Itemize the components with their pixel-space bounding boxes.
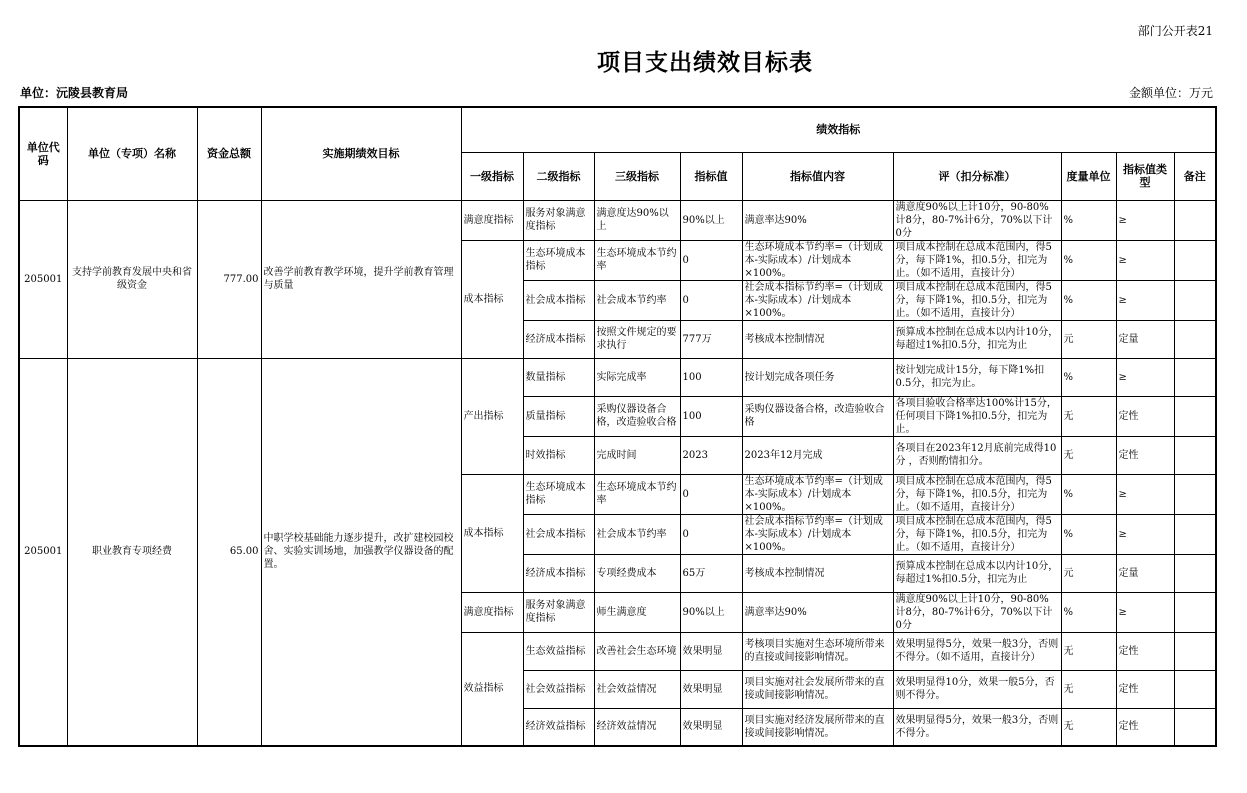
unit-label: 单位：沅陵县教育局 — [20, 86, 129, 100]
header-indicators: 绩效指标 — [461, 107, 1216, 152]
scoring-standard-text: 项目成本控制在总成本范围内，得5分，每下降1%，扣0.5分，扣完为止。（如不适用，直接计分） — [895, 281, 1052, 319]
value-type-text: 定量 — [1118, 567, 1139, 579]
indicator-value-text: 100 — [682, 371, 702, 383]
header-total-funds: 资金总额 — [197, 107, 261, 200]
level3-indicator-text: 满意度达90%以上 — [596, 208, 669, 232]
indicator-content — [742, 632, 893, 670]
value-type-text: ≥ — [1118, 214, 1127, 226]
level2-indicator — [523, 632, 594, 670]
indicator-content — [742, 708, 893, 746]
scoring-standard — [893, 708, 1061, 746]
measure-unit-text: 无 — [1063, 449, 1074, 461]
level3-indicator — [594, 708, 680, 746]
header-level2: 二级指标 — [523, 152, 594, 200]
level2-indicator — [523, 396, 594, 436]
scoring-standard — [893, 632, 1061, 670]
measure-unit-text: 无 — [1063, 645, 1074, 657]
header-value-type: 指标值类型 — [1116, 152, 1174, 200]
value-type — [1116, 474, 1174, 514]
level3-indicator — [594, 474, 680, 514]
value-type-text: 定性 — [1118, 449, 1139, 461]
indicator-value — [680, 436, 742, 474]
value-type — [1116, 554, 1174, 592]
measure-unit — [1061, 592, 1116, 632]
level2-indicator — [523, 320, 594, 358]
level1-indicator-text: 满意度指标 — [463, 606, 514, 618]
level2-indicator-text: 时效指标 — [525, 449, 566, 461]
unit-code — [19, 358, 67, 746]
measure-unit-text: 无 — [1063, 683, 1074, 695]
measure-unit — [1061, 670, 1116, 708]
table-row — [19, 358, 1216, 396]
level2-indicator-text: 经济效益指标 — [525, 721, 586, 733]
measure-unit — [1061, 280, 1116, 320]
remark — [1174, 436, 1216, 474]
indicator-content — [742, 320, 893, 358]
money-unit-label: 金额单位：万元 — [1128, 86, 1213, 100]
indicator-content — [742, 436, 893, 474]
level3-indicator — [594, 320, 680, 358]
value-type-text: 定性 — [1118, 721, 1139, 733]
level1-indicator — [461, 240, 523, 358]
measure-unit-text: 无 — [1063, 721, 1074, 733]
indicator-value-text: 0 — [682, 488, 689, 500]
scoring-standard-text: 满意度90%以上计10分，90-80%计8分，80-7%计6分，70%以下计0分 — [895, 201, 1053, 239]
unit-code — [19, 200, 67, 358]
indicator-value — [680, 200, 742, 240]
level2-indicator — [523, 280, 594, 320]
indicator-value-text: 100 — [682, 410, 702, 422]
level2-indicator-text: 服务对象满意度指标 — [525, 208, 586, 232]
indicator-value-text: 效果明显 — [682, 645, 723, 657]
total-funds-text: 65.00 — [229, 546, 259, 558]
measure-unit-text: % — [1063, 371, 1074, 383]
level1-indicator — [461, 358, 523, 474]
scoring-standard — [893, 396, 1061, 436]
level3-indicator — [594, 280, 680, 320]
scoring-standard — [893, 514, 1061, 554]
level1-indicator-text: 满意度指标 — [463, 214, 514, 226]
total-funds-text: 777.00 — [223, 273, 259, 285]
measure-unit — [1061, 396, 1116, 436]
indicator-content — [742, 592, 893, 632]
value-type-text: ≥ — [1118, 528, 1127, 540]
measure-unit-text: % — [1063, 254, 1074, 266]
level3-indicator-text: 师生满意度 — [596, 606, 647, 618]
value-type-text: 定性 — [1118, 683, 1139, 695]
scoring-standard-text: 满意度90%以上计10分，90-80%计8分，80-7%计6分，70%以下计0分 — [895, 593, 1053, 631]
level2-indicator — [523, 670, 594, 708]
scoring-standard — [893, 670, 1061, 708]
indicator-value-text: 777万 — [682, 333, 712, 345]
remark — [1174, 280, 1216, 320]
scoring-standard-text: 按计划完成计15分，每下降1%扣0.5分，扣完为止。 — [895, 365, 1045, 389]
indicator-value — [680, 514, 742, 554]
indicator-content — [742, 396, 893, 436]
level3-indicator-text: 社会成本节约率 — [596, 528, 667, 540]
header-level1: 一级指标 — [461, 152, 523, 200]
level3-indicator-text: 专项经费成本 — [596, 567, 657, 579]
measure-unit-text: % — [1063, 214, 1074, 226]
indicator-content-text: 按计划完成各项任务 — [744, 371, 835, 383]
value-type-text: ≥ — [1118, 606, 1127, 618]
indicator-value-text: 90%以上 — [682, 214, 725, 226]
level3-indicator-text: 社会效益情况 — [596, 683, 657, 695]
level1-indicator-text: 效益指标 — [463, 683, 504, 695]
value-type — [1116, 436, 1174, 474]
indicator-value — [680, 670, 742, 708]
unit-code-text: 205001 — [24, 546, 63, 558]
unit-name — [67, 200, 197, 358]
measure-unit — [1061, 708, 1116, 746]
remark — [1174, 358, 1216, 396]
level2-indicator-text: 生态环境成本指标 — [525, 482, 586, 506]
indicator-content — [742, 670, 893, 708]
scoring-standard-text: 项目成本控制在总成本范围内，得5分，每下降1%，扣0.5分，扣完为止。（如不适用，直接计分） — [895, 475, 1052, 513]
value-type-text: ≥ — [1118, 371, 1127, 383]
scoring-standard — [893, 320, 1061, 358]
indicator-content-text: 2023年12月完成 — [744, 449, 823, 461]
level3-indicator-text: 改善社会生态环境 — [596, 645, 677, 657]
header-level3: 三级指标 — [594, 152, 680, 200]
level2-indicator-text: 生态环境成本指标 — [525, 248, 586, 272]
level3-indicator — [594, 670, 680, 708]
level2-indicator — [523, 592, 594, 632]
indicator-value — [680, 358, 742, 396]
performance-target-table — [18, 106, 1217, 747]
measure-unit — [1061, 320, 1116, 358]
value-type-text: ≥ — [1118, 488, 1127, 500]
unit-name-text: 支持学前教育发展中央和省级资金 — [72, 267, 192, 291]
remark — [1174, 240, 1216, 280]
indicator-value — [680, 474, 742, 514]
indicator-content-text: 考核成本控制情况 — [744, 567, 825, 579]
remark — [1174, 396, 1216, 436]
level2-indicator — [523, 554, 594, 592]
scoring-standard-text: 效果明显得5分，效果一般3分，否则不得分。 — [895, 714, 1059, 739]
level3-indicator — [594, 436, 680, 474]
level2-indicator — [523, 436, 594, 474]
indicator-content-text: 社会成本指标节约率=（计划成本-实际成本）/计划成本×100%。 — [744, 515, 883, 553]
indicator-content-text: 项目实施对经济发展所带来的直接或间接影响情况。 — [744, 714, 885, 739]
level3-indicator-text: 经济效益情况 — [596, 721, 657, 733]
value-type — [1116, 200, 1174, 240]
measure-unit — [1061, 632, 1116, 670]
level3-indicator — [594, 554, 680, 592]
total-funds — [197, 358, 261, 746]
unit-code-text: 205001 — [24, 273, 63, 285]
measure-unit-text: % — [1063, 528, 1074, 540]
value-type-text: 定性 — [1118, 645, 1139, 657]
indicator-value-text: 90%以上 — [682, 606, 725, 618]
level2-indicator — [523, 708, 594, 746]
period-goal — [261, 200, 461, 358]
indicator-content-text: 生态环境成本节约率=（计划成本-实际成本）/计划成本×100%。 — [744, 241, 883, 279]
indicator-value-text: 0 — [682, 254, 689, 266]
table-number-label: 部门公开表21 — [1137, 24, 1213, 38]
level3-indicator-text: 完成时间 — [596, 449, 637, 461]
remark — [1174, 670, 1216, 708]
scoring-standard — [893, 436, 1061, 474]
measure-unit-text: 无 — [1063, 410, 1074, 422]
indicator-value — [680, 240, 742, 280]
remark — [1174, 708, 1216, 746]
value-type — [1116, 592, 1174, 632]
level3-indicator — [594, 358, 680, 396]
scoring-standard-text: 各项目在2023年12月底前完成得10分 ，否则酌情扣分。 — [895, 443, 1057, 467]
remark — [1174, 474, 1216, 514]
measure-unit-text: % — [1063, 294, 1074, 306]
level3-indicator-text: 生态环境成本节约率 — [596, 482, 677, 506]
remark — [1174, 632, 1216, 670]
level1-indicator — [461, 632, 523, 746]
indicator-content — [742, 358, 893, 396]
indicator-value — [680, 320, 742, 358]
scoring-standard — [893, 358, 1061, 396]
level2-indicator — [523, 358, 594, 396]
header-scoring: 评（扣分标准） — [893, 152, 1061, 200]
value-type — [1116, 280, 1174, 320]
level2-indicator-text: 数量指标 — [525, 371, 566, 383]
level3-indicator-text: 按照文件规定的要求执行 — [596, 327, 677, 351]
indicator-value — [680, 708, 742, 746]
period-goal — [261, 358, 461, 746]
indicator-content-text: 生态环境成本节约率=（计划成本-实际成本）/计划成本×100%。 — [744, 475, 883, 513]
level1-indicator-text: 成本指标 — [463, 527, 504, 539]
level3-indicator — [594, 514, 680, 554]
value-type — [1116, 514, 1174, 554]
indicator-content-text: 社会成本指标节约率=（计划成本-实际成本）/计划成本×100%。 — [744, 281, 883, 319]
value-type-text: ≥ — [1118, 294, 1127, 306]
total-funds — [197, 200, 261, 358]
scoring-standard — [893, 200, 1061, 240]
scoring-standard — [893, 554, 1061, 592]
level3-indicator — [594, 592, 680, 632]
indicator-content — [742, 280, 893, 320]
value-type — [1116, 708, 1174, 746]
table-body — [19, 200, 1216, 746]
header-value-content: 指标值内容 — [742, 152, 893, 200]
level1-indicator — [461, 200, 523, 240]
scoring-standard — [893, 280, 1061, 320]
level1-indicator-text: 产出指标 — [463, 410, 504, 422]
indicator-content-text: 考核项目实施对生态环境所带来的直接或间接影响情况。 — [744, 639, 885, 663]
value-type — [1116, 396, 1174, 436]
remark — [1174, 320, 1216, 358]
unit-name — [67, 358, 197, 746]
indicator-value — [680, 280, 742, 320]
measure-unit-text: 元 — [1063, 333, 1074, 345]
value-type — [1116, 670, 1174, 708]
level3-indicator — [594, 396, 680, 436]
indicator-content — [742, 554, 893, 592]
indicator-value — [680, 592, 742, 632]
measure-unit-text: % — [1063, 488, 1074, 500]
indicator-value-text: 效果明显 — [682, 683, 723, 695]
measure-unit — [1061, 436, 1116, 474]
level1-indicator-text: 成本指标 — [463, 293, 504, 305]
indicator-content — [742, 240, 893, 280]
scoring-standard — [893, 592, 1061, 632]
level3-indicator — [594, 200, 680, 240]
indicator-content-text: 采购仪器设备合格，改造验收合格 — [744, 404, 885, 428]
measure-unit-text: 元 — [1063, 567, 1074, 579]
period-goal-text: 改善学前教育教学环境，提升学前教育管理与质量 — [263, 267, 454, 291]
level3-indicator-text: 社会成本节约率 — [596, 294, 667, 306]
remark — [1174, 200, 1216, 240]
level3-indicator — [594, 240, 680, 280]
value-type — [1116, 632, 1174, 670]
indicator-value — [680, 632, 742, 670]
indicator-content — [742, 200, 893, 240]
page-title: 项目支出绩效目标表 — [597, 50, 813, 76]
value-type — [1116, 320, 1174, 358]
measure-unit — [1061, 514, 1116, 554]
measure-unit — [1061, 358, 1116, 396]
level2-indicator-text: 社会成本指标 — [525, 528, 586, 540]
value-type-text: 定量 — [1118, 333, 1139, 345]
measure-unit-text: % — [1063, 606, 1074, 618]
measure-unit — [1061, 474, 1116, 514]
level3-indicator-text: 实际完成率 — [596, 371, 647, 383]
indicator-content — [742, 514, 893, 554]
level2-indicator-text: 质量指标 — [525, 410, 566, 422]
indicator-content-text: 项目实施对社会发展所带来的直接或间接影响情况。 — [744, 677, 885, 701]
value-type — [1116, 358, 1174, 396]
indicator-value-text: 0 — [682, 528, 689, 540]
remark — [1174, 514, 1216, 554]
indicator-value-text: 效果明显 — [682, 721, 723, 733]
level2-indicator-text: 经济成本指标 — [525, 567, 586, 579]
indicator-value — [680, 396, 742, 436]
indicator-value-text: 0 — [682, 294, 689, 306]
header-remarks: 备注 — [1174, 152, 1216, 200]
level3-indicator-text: 采购仪器设备合格，改造验收合格 — [596, 404, 677, 428]
value-type-text: 定性 — [1118, 410, 1139, 422]
level1-indicator — [461, 474, 523, 592]
scoring-standard-text: 预算成本控制在总成本以内计10分，每超过1%扣0.5分，扣完为止 — [895, 327, 1059, 351]
unit-name-text: 职业教育专项经费 — [92, 546, 172, 558]
level2-indicator — [523, 240, 594, 280]
indicator-value-text: 2023 — [682, 449, 708, 461]
level2-indicator — [523, 200, 594, 240]
scoring-standard — [893, 474, 1061, 514]
value-type-text: ≥ — [1118, 254, 1127, 266]
measure-unit — [1061, 200, 1116, 240]
scoring-standard — [893, 240, 1061, 280]
level3-indicator-text: 生态环境成本节约率 — [596, 248, 677, 272]
level1-indicator — [461, 592, 523, 632]
remark — [1174, 592, 1216, 632]
header-unit-code: 单位代码 — [19, 107, 67, 200]
level2-indicator-text: 经济成本指标 — [525, 333, 586, 345]
indicator-content-text: 考核成本控制情况 — [744, 333, 825, 345]
measure-unit — [1061, 240, 1116, 280]
scoring-standard-text: 预算成本控制在总成本以内计10分，每超过1%扣0.5分，扣完为止 — [895, 561, 1059, 585]
scoring-standard-text: 项目成本控制在总成本范围内，得5分，每下降1%，扣0.5分，扣完为止。（如不适用，直接计分） — [895, 515, 1052, 553]
period-goal-text: 中职学校基础能力逐步提升，改扩建校园校舍、实验实训场地，加强教学仪器设备的配置。 — [263, 533, 454, 571]
indicator-value-text: 65万 — [682, 567, 706, 579]
indicator-content — [742, 474, 893, 514]
level2-indicator-text: 社会效益指标 — [525, 683, 586, 695]
level2-indicator-text: 社会成本指标 — [525, 294, 586, 306]
measure-unit — [1061, 554, 1116, 592]
level2-indicator — [523, 514, 594, 554]
scoring-standard-text: 效果明显得5分，效果一般3分，否则不得分。（如不适用，直接计分） — [895, 639, 1059, 663]
table-row — [19, 200, 1216, 240]
level2-indicator — [523, 474, 594, 514]
header-unit-name: 单位（专项）名称 — [67, 107, 197, 200]
indicator-value — [680, 554, 742, 592]
header-measure-unit: 度量单位 — [1061, 152, 1116, 200]
remark — [1174, 554, 1216, 592]
level2-indicator-text: 生态效益指标 — [525, 645, 586, 657]
scoring-standard-text: 各项目验收合格率达100%计15分，任何项目下降1%扣0.5分，扣完为止。 — [895, 397, 1057, 435]
header-value: 指标值 — [680, 152, 742, 200]
indicator-content-text: 满意率达90% — [744, 606, 807, 618]
scoring-standard-text: 效果明显得10分，效果一般5分，否则不得分。 — [895, 677, 1055, 701]
header-period-goal: 实施期绩效目标 — [261, 107, 461, 200]
level2-indicator-text: 服务对象满意度指标 — [525, 600, 586, 624]
indicator-content-text: 满意率达90% — [744, 214, 807, 226]
level3-indicator — [594, 632, 680, 670]
scoring-standard-text: 项目成本控制在总成本范围内，得5分，每下降1%，扣0.5分，扣完为止。（如不适用，直接计分） — [895, 241, 1052, 279]
value-type — [1116, 240, 1174, 280]
